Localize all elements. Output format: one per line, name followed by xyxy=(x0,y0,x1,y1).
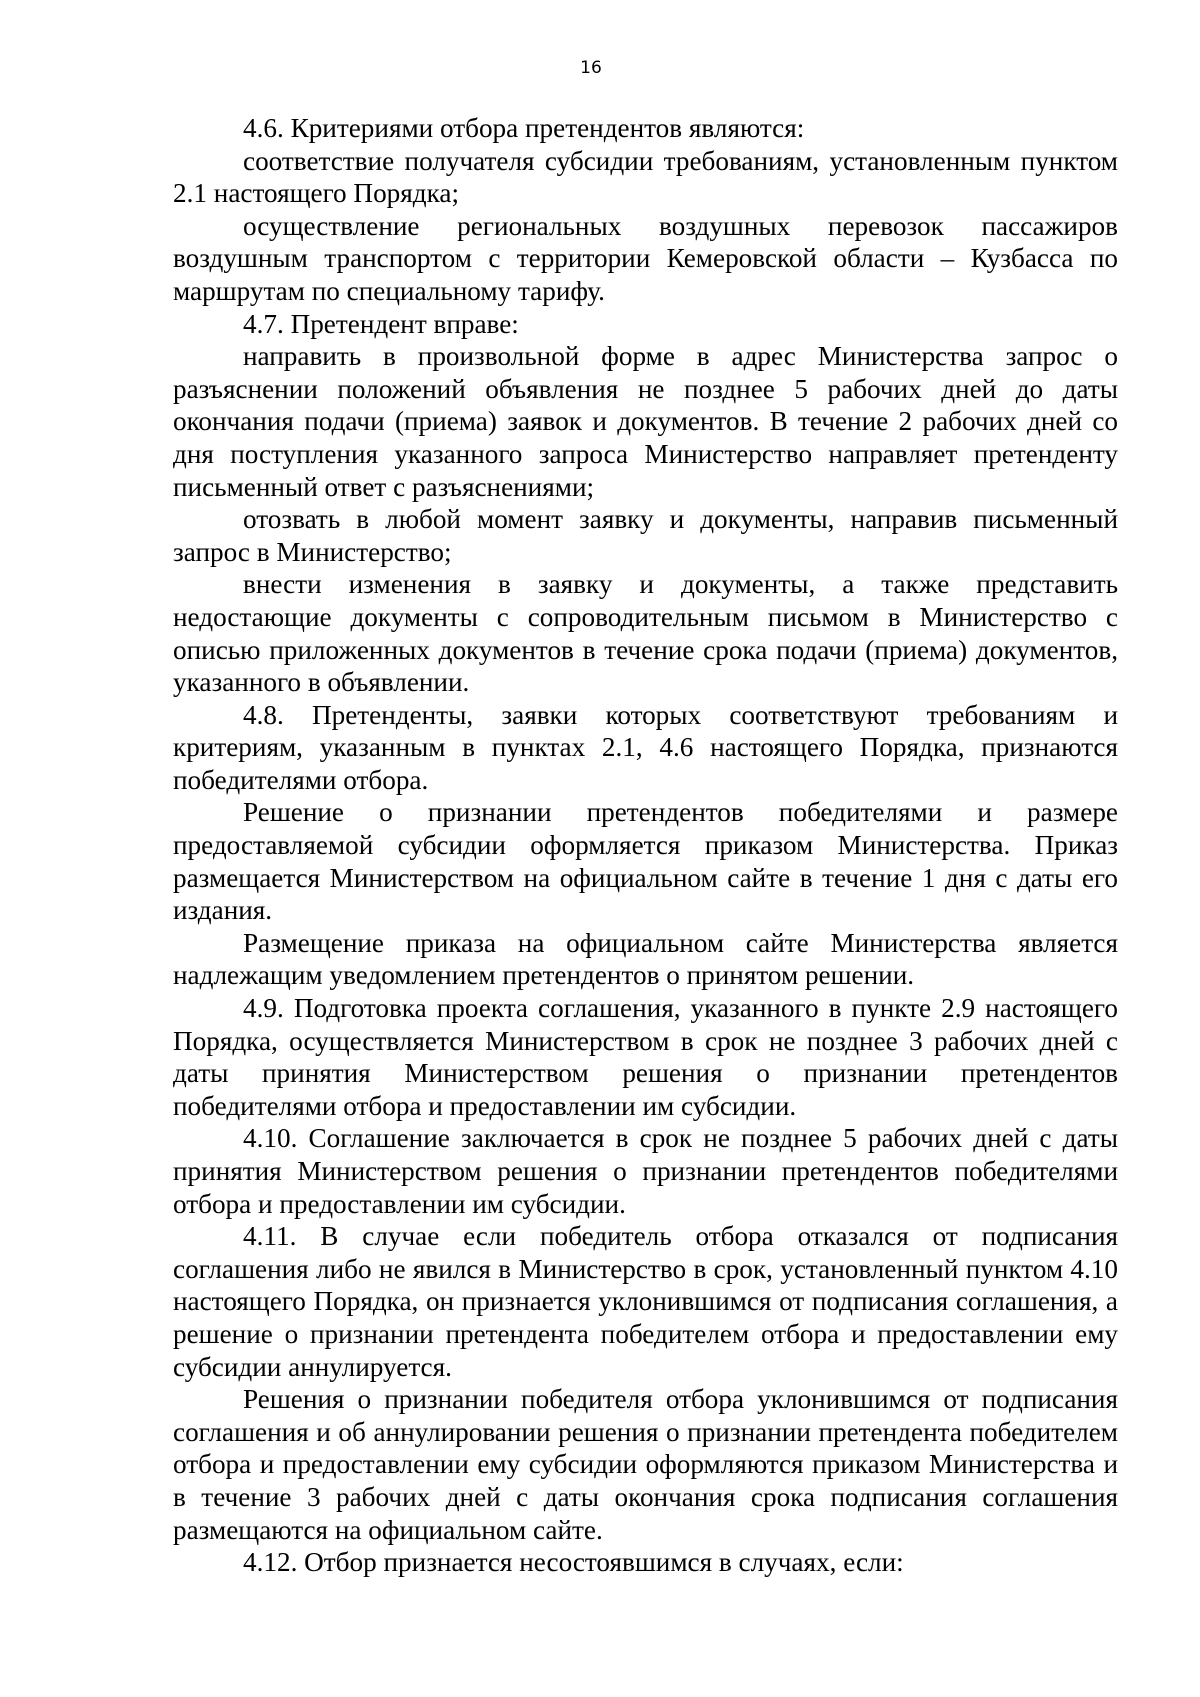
paragraph-4-9: 4.9. Подготовка проекта соглашения, указанного в пункте 2.9 настоящего Порядка, осуществляется Министерством в срок не позднее 3 рабочих дней с даты принятия Министерством решения о признании претендентов победителями отбора и предоставлении им субсидии. xyxy=(173,993,1118,1121)
page-number: 16 xyxy=(580,58,602,78)
paragraph-decision: Решение о признании претендентов победителями и размере предоставляемой субсидии оформляется приказом Министерства. Приказ размещается Министерством на официальном сайте в течение 1 дня с даты его издания. xyxy=(173,797,1118,926)
paragraph-right-amend: внести изменения в заявку и документы, а также представить недостающие документы с сопроводительным письмом в Министерство с описью приложенных документов в течение срока подачи (приема) документов, указанного в объявлении. xyxy=(173,569,1118,698)
paragraph-4-10: 4.10. Соглашение заключается в срок не позднее 5 рабочих дней с даты принятия Министерством решения о признании претендентов победителями отбора и предоставлении им субсидии. xyxy=(173,1123,1118,1219)
paragraph-4-8: 4.8. Претенденты, заявки которых соответствуют требованиям и критериям, указанным в пунктах 2.1, 4.6 настоящего Порядка, признаются победителями отбора. xyxy=(173,699,1118,795)
paragraph-4-11: 4.11. В случае если победитель отбора отказался от подписания соглашения либо не явился в Министерство в срок, установленный пунктом 4.10 настоящего Порядка, он признается уклонившимся от подписания соглашения, а решение о признании претендента победителем отбора и предоставлении ему субсидии аннулируется. xyxy=(173,1221,1118,1382)
paragraph-criterion-flights: осуществление региональных воздушных перевозок пассажиров воздушным транспортом с территории Кемеровской области – Кузбасса по маршрутам по специальному тарифу. xyxy=(173,210,1118,306)
paragraph-4-6: 4.6. Критериями отбора претендентов являются: xyxy=(243,113,805,143)
paragraph-4-12: 4.12. Отбор признается несостоявшимся в случаях, если: xyxy=(243,1547,904,1578)
paragraph-right-request: направить в произвольной форме в адрес Министерства запрос о разъяснении положений объявления не позднее 5 рабочих дней до даты окончания подачи (приема) заявок и документов. В течение 2 рабочих дней со дня поступления указанного запроса Министерство направляет претенденту письменный ответ с разъяснениями; xyxy=(173,341,1118,502)
document-body xyxy=(173,112,1118,1579)
paragraph-evasion-decision: Решения о признании победителя отбора уклонившимся от подписания соглашения и об аннулировании решения о признании претендента победителем отбора и предоставлении ему субсидии оформляются приказом Министерства и в течение 3 рабочих дней с даты окончания срока подписания соглашения размещаются на официальном сайте. xyxy=(173,1384,1118,1545)
paragraph-4-7: 4.7. Претендент вправе: xyxy=(243,308,519,339)
paragraph-notification: Размещение приказа на официальном сайте Министерства является надлежащим уведомлением претендентов о принятом решении. xyxy=(173,927,1118,991)
paragraph-criterion-compliance: соответствие получателя субсидии требованиям, установленным пунктом 2.1 настоящего Порядка; xyxy=(173,145,1118,209)
paragraph-right-withdraw: отозвать в любой момент заявку и документы, направив письменный запрос в Министерство; xyxy=(173,504,1118,567)
